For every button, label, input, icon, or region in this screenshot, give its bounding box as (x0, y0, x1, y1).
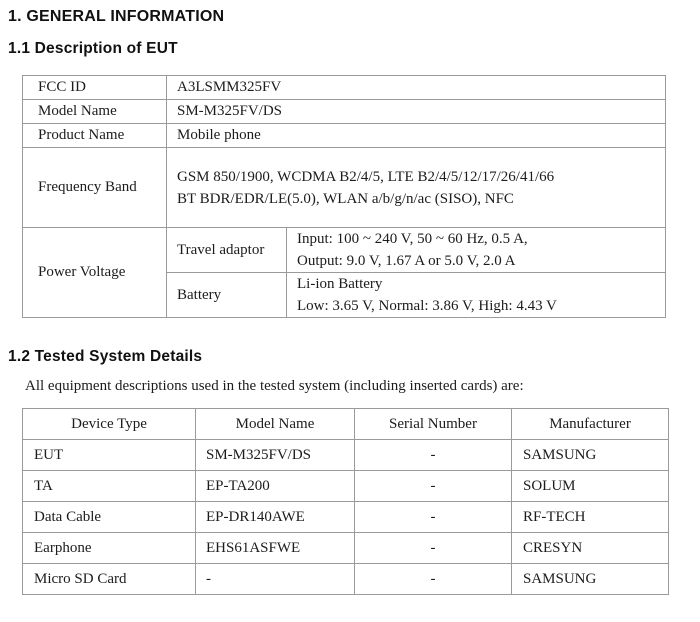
battery-line1: Li-ion Battery (297, 276, 383, 292)
model-name-cell: EHS61ASFWE (196, 533, 355, 564)
header-device-type: Device Type (23, 409, 196, 440)
device-type-cell: EUT (23, 440, 196, 471)
header-manufacturer: Manufacturer (512, 409, 669, 440)
serial-number-cell: - (355, 471, 512, 502)
manufacturer-cell: SAMSUNG (512, 564, 669, 595)
travel-adaptor-line1: Input: 100 ~ 240 V, 50 ~ 60 Hz, 0.5 A, (297, 231, 528, 247)
frequency-band-line2: BT BDR/EDR/LE(5.0), WLAN a/b/g/n/ac (SISO), NFC (177, 190, 514, 207)
fcc-id-value: A3LSMM325FV (167, 76, 666, 100)
battery-value (287, 273, 666, 318)
table-row-frequency-band (23, 148, 666, 228)
fcc-id-label: FCC ID (23, 76, 167, 100)
table-row-power-voltage-adaptor (23, 228, 666, 273)
serial-number-cell: - (355, 502, 512, 533)
manufacturer-cell: SAMSUNG (512, 440, 669, 471)
section-heading-tested-system-details: 1.2 Tested System Details (8, 348, 203, 365)
travel-adaptor-label: Travel adaptor (167, 228, 287, 273)
tested-system-intro-text: All equipment descriptions used in the tested system (including inserted cards) are: (25, 378, 524, 394)
model-name-label: Model Name (23, 100, 167, 124)
document-page (0, 8, 700, 622)
serial-number-cell: - (355, 440, 512, 471)
travel-adaptor-line2: Output: 9.0 V, 1.67 A or 5.0 V, 2.0 A (297, 253, 516, 269)
frequency-band-line1: GSM 850/1900, WCDMA B2/4/5, LTE B2/4/5/12/17/26/41/66 (177, 168, 555, 185)
table-row-ta (23, 471, 669, 502)
model-name-cell: - (196, 564, 355, 595)
header-model-name: Model Name (196, 409, 355, 440)
serial-number-cell: - (355, 533, 512, 564)
device-type-cell: Micro SD Card (23, 564, 196, 595)
model-name-cell: EP-DR140AWE (196, 502, 355, 533)
device-type-cell: TA (23, 471, 196, 502)
section-heading-description-of-eut: 1.1 Description of EUT (8, 40, 178, 57)
tested-system-header-row (23, 409, 669, 440)
model-name-value: SM-M325FV/DS (167, 100, 666, 124)
frequency-band-label: Frequency Band (23, 148, 167, 228)
device-type-cell: Earphone (23, 533, 196, 564)
battery-line2: Low: 3.65 V, Normal: 3.86 V, High: 4.43 V (297, 298, 557, 314)
section-heading-general-information: 1. GENERAL INFORMATION (8, 8, 225, 25)
header-serial-number: Serial Number (355, 409, 512, 440)
model-name-cell: SM-M325FV/DS (196, 440, 355, 471)
manufacturer-cell: SOLUM (512, 471, 669, 502)
table-row-eut (23, 440, 669, 471)
table-row-earphone (23, 533, 669, 564)
manufacturer-cell: RF-TECH (512, 502, 669, 533)
serial-number-cell: - (355, 564, 512, 595)
frequency-band-value (167, 148, 666, 228)
table-row-product-name (23, 124, 666, 148)
manufacturer-cell: CRESYN (512, 533, 669, 564)
table-row-model-name (23, 100, 666, 124)
battery-label: Battery (167, 273, 287, 318)
tested-system-table (22, 408, 669, 595)
table-row-micro-sd-card (23, 564, 669, 595)
travel-adaptor-value (287, 228, 666, 273)
model-name-cell: EP-TA200 (196, 471, 355, 502)
device-type-cell: Data Cable (23, 502, 196, 533)
power-voltage-label: Power Voltage (23, 228, 167, 318)
table-row-data-cable (23, 502, 669, 533)
table-row-fcc-id (23, 76, 666, 100)
product-name-label: Product Name (23, 124, 167, 148)
product-name-value: Mobile phone (167, 124, 666, 148)
eut-description-table (22, 75, 666, 318)
